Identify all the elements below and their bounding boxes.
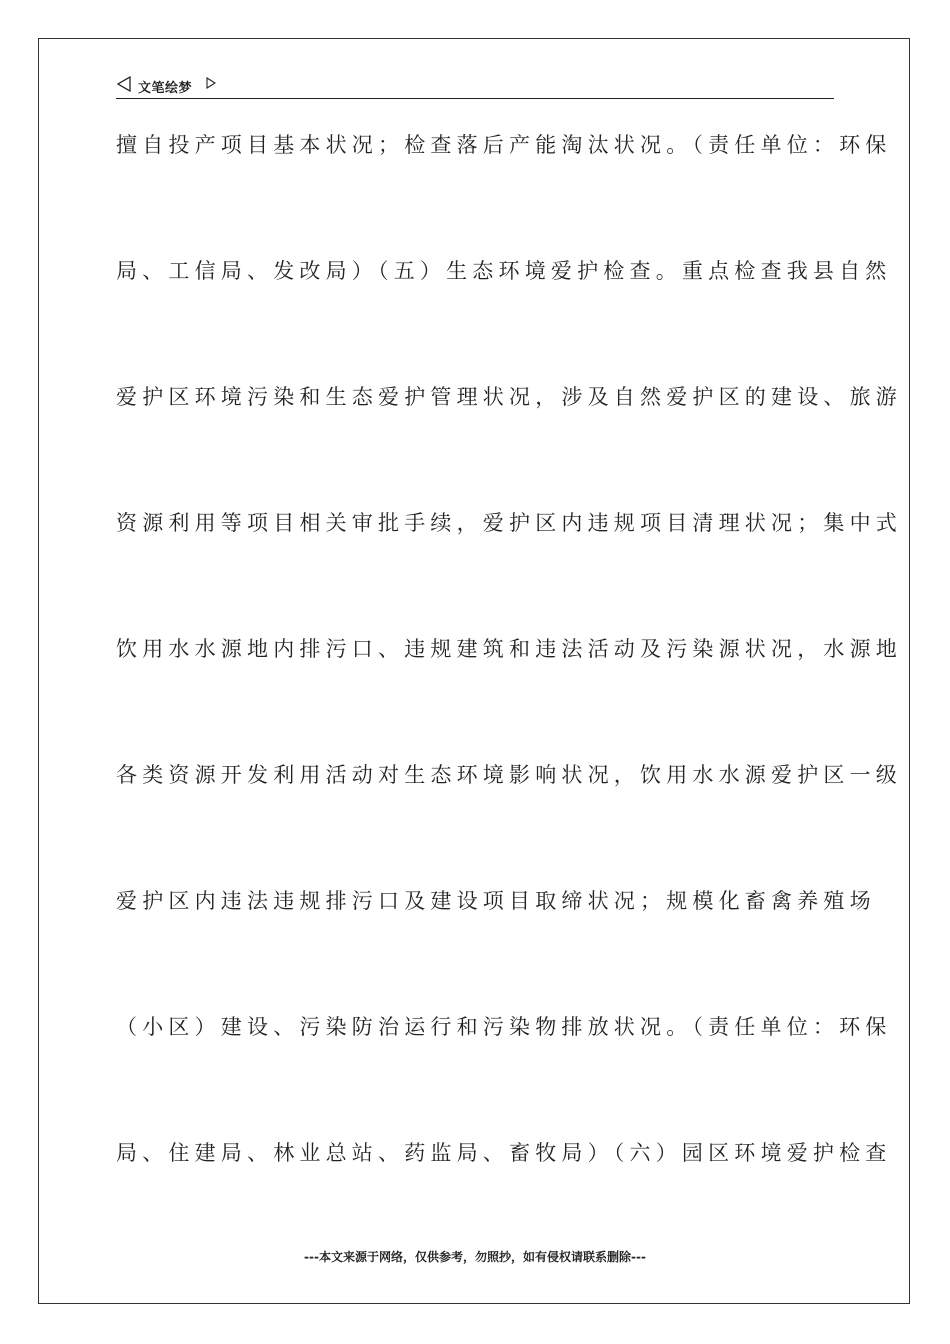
text-line: 饮用水水源地内排污口、违规建筑和违法活动及污染源状况，水源地 (116, 637, 902, 661)
right-triangle-outline-icon (206, 77, 216, 89)
page-header (116, 74, 834, 99)
body-text (116, 130, 902, 1264)
text-line: 局、住建局、林业总站、药监局、畜牧局）（六）园区环境爱护检查 (116, 1141, 892, 1165)
text-line: （小区）建设、污染防治运行和污染物排放状况。（责任单位：环保 (116, 1015, 892, 1039)
page-footer: ---本文来源于网络，仅供参考，勿照抄，如有侵权请联系删除--- (304, 1250, 646, 1264)
text-line: 资源利用等项目相关审批手续，爱护区内违规项目清理状况；集中式 (116, 511, 902, 535)
header-title: 文笔绘梦 (138, 81, 193, 96)
text-line: 局、工信局、发改局）（五）生态环境爱护检查。重点检查我县自然 (116, 259, 892, 283)
left-triangle-outline-icon (116, 76, 132, 92)
text-line: 擅自投产项目基本状况；检查落后产能淘汰状况。（责任单位：环保 (116, 133, 892, 157)
text-line: 爱护区内违法违规排污口及建设项目取缔状况；规模化畜禽养殖场 (116, 889, 876, 913)
text-line: 各类资源开发利用活动对生态环境影响状况，饮用水水源爱护区一级 (116, 763, 902, 787)
text-line: 爱护区环境污染和生态爱护管理状况，涉及自然爱护区的建设、旅游 (116, 385, 902, 409)
